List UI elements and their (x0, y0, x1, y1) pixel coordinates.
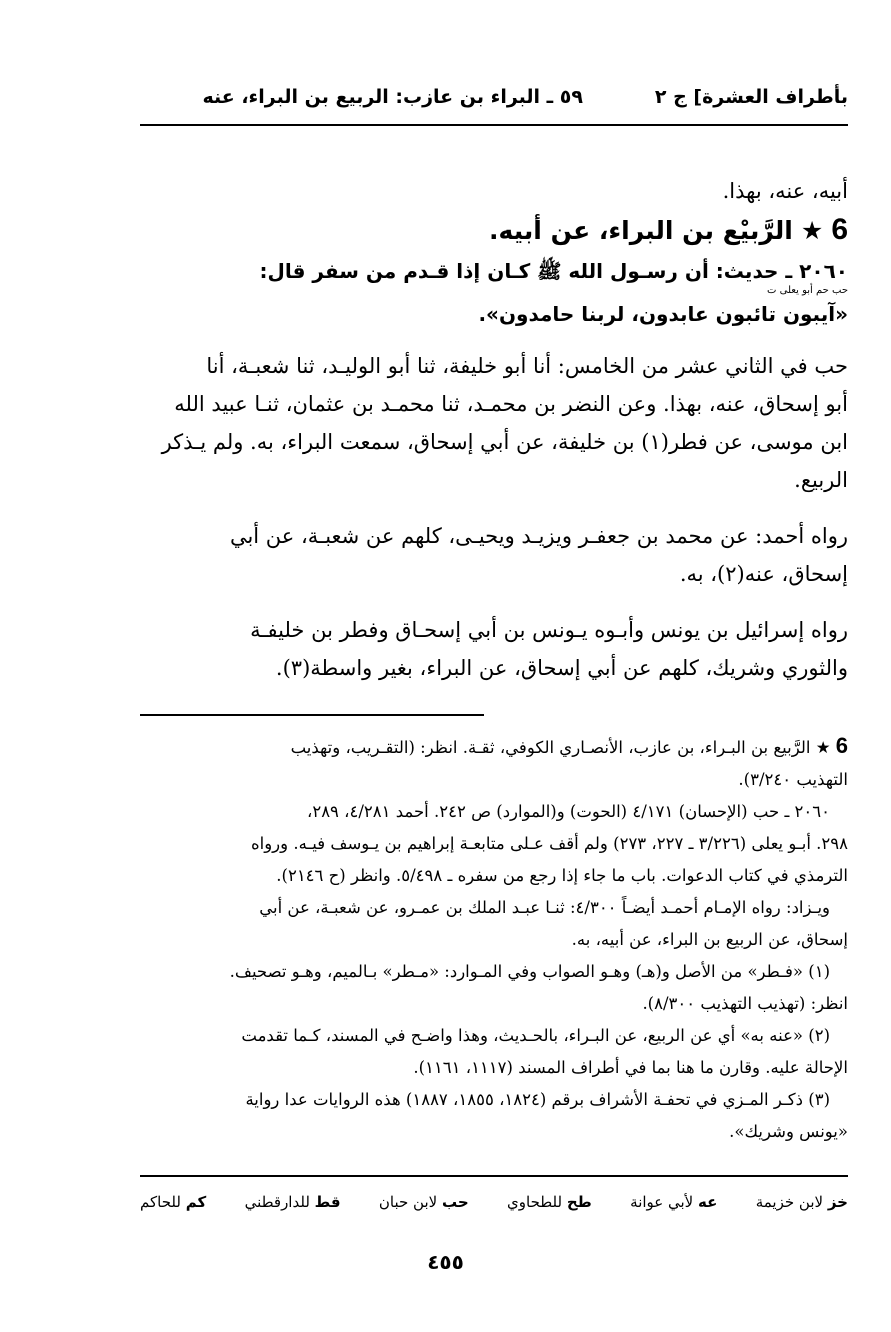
legend-code: حب (441, 1193, 469, 1211)
legend-item (140, 1193, 206, 1211)
text-line: رواه أحمد: عن محمد بن جعفـر ويزيـد ويحيـى، كلهم عن شعبـة، عن أبي (229, 524, 848, 548)
footnote-3: (٣) ذكـر المـزي في تحفـة الأشراف برقم (١٨٢٤، ١٨٥٥، ١٨٨٧) هذه الروايات عدا رواية (245, 1090, 830, 1109)
hadith-quote: «آيبون تائبون عابدون، لربنا حامدون». (478, 302, 848, 326)
footnotes (140, 730, 848, 1148)
footnote-1: (١) «فـطر» من الأصل و(هـ) وهـو الصواب وفي المـوارد: «مـطر» بـالميم، وهـو تصحيف. (229, 962, 830, 981)
legend-code: قط (314, 1193, 341, 1211)
text-line: ابن موسى، عن فطر(١) بن خليفة، عن أبي إسحاق، سمعت البراء، به. ولم يـذكر (161, 430, 848, 454)
running-header (140, 86, 848, 120)
legend-code: عه (698, 1193, 718, 1211)
footnote-line: «يونس وشريك». (729, 1122, 848, 1141)
text-line: الربيع. (794, 468, 848, 492)
footnote-entry-number: 6 (835, 733, 848, 758)
footnote-line: ويـزاد: رواه الإمـام أحمـد أيضـاً ٤/٣٠٠: ثنـا عبـد الملك بن عمـرو، عن شعبـة، عن أبي (259, 898, 830, 917)
text-line: إسحاق، عنه(٢)، به. (679, 562, 848, 586)
legend-label: للحاكم (140, 1193, 181, 1211)
star-icon: ★ (800, 216, 824, 245)
legend-label: لابن خزيمة (755, 1193, 824, 1211)
footnote-2: (٢) «عنه به» أي عن الربيع، عن البـراء، بالحـديث، وهذا واضـح في المسند، كـما تقدمت (241, 1026, 830, 1045)
legend-code: خز (827, 1193, 848, 1211)
text-line: حب في الثاني عشر من الخامس: أنا أبو خليفة، ثنا أبو الوليـد، ثنا شعبـة، أنا (206, 354, 848, 378)
footnote-separator (140, 714, 484, 716)
footnote-line: انظر: (تهذيب التهذيب ٨/٣٠٠). (642, 994, 848, 1013)
source-codes: حب حم أبو يعلى ت (767, 285, 848, 296)
paragraph-ahmad (140, 517, 848, 593)
text-line: رواه إسرائيل بن يونس وأبـوه يـونس بن أبي إسحـاق وفطر بن خليفـة (250, 618, 848, 642)
legend-item (756, 1193, 848, 1211)
legend-label: لأبي عوانة (630, 1193, 694, 1211)
footnote-line: إسحاق، عن الربيع بن البراء، عن أبيه، به. (571, 930, 848, 949)
abbreviation-legend (140, 1193, 848, 1211)
paragraph-ibn-hibban (140, 347, 848, 499)
paragraph-israil (140, 611, 848, 687)
legend-item (245, 1193, 341, 1211)
legend-rule (140, 1175, 848, 1177)
header-rule (140, 124, 848, 126)
entry-title: الرَّبيْع بن البراء، عن أبيه. (489, 216, 793, 245)
footnote-line: ٢٠٦٠ ـ حب (الإحسان) ٤/١٧١ (الحوت) و(الموارد) ص ٢٤٢. أحمد ٤/٢٨١، ٢٨٩، (307, 802, 830, 821)
entry-number: 6 (831, 213, 848, 246)
footnote-line: التهذيب ٣/٢٤٠). (738, 770, 848, 789)
legend-code: كم (185, 1193, 207, 1211)
text-line: أبو إسحاق، عنه، بهذا. وعن النضر بن محمـد، ثنا محمـد بن عثمان، ثنـا عبيد الله (174, 392, 848, 416)
header-book-title: بأطراف العشرة] ج ٢ (654, 86, 848, 108)
star-icon: ★ (815, 738, 831, 757)
legend-code: طح (566, 1193, 592, 1211)
legend-item (507, 1193, 592, 1211)
text-line: والثوري وشريك، كلهم عن أبي إسحاق، عن البراء، بغير واسطة(٣). (275, 656, 848, 680)
hadith-line: ٢٠٦٠ ـ حديث: أن رسـول الله ﷺ كـان إذا قـدم من سفر قال: (259, 259, 848, 283)
footnote-line: الترمذي في كتاب الدعوات. باب ما جاء إذا رجع من سفره ـ ٥/٤٩٨. وانظر (ح ٢١٤٦). (276, 866, 848, 885)
legend-item (379, 1193, 469, 1211)
footnote-text: الرَّبيع بن البـراء، بن عازب، الأنصـاري الكوفي، ثقـة. انظر: (التقـريب، وتهذيب (290, 738, 811, 757)
legend-label: للدارقطني (244, 1193, 310, 1211)
main-text (140, 172, 848, 705)
footnote-line: ٢٩٨. أبـو يعلى (٣/٢٢٦ ـ ٢٢٧، ٢٧٣) ولم أقف عـلى متابعـة إبراهيم بن يـوسف فيـه. ورواه (250, 834, 848, 853)
header-chapter-title: ٥٩ ـ البراء بن عازب: الربيع بن البراء، عنه (202, 86, 583, 108)
entry-heading (140, 210, 848, 251)
legend-label: للطحاوي (507, 1193, 563, 1211)
intro-line: أبيه، عنه، بهذا. (722, 179, 848, 203)
page-number: ٤٥٥ (427, 1250, 464, 1274)
legend-item (630, 1193, 717, 1211)
footnote-line: الإحالة عليه. وقارن ما هنا بما في أطراف المسند (١١١٧، ١١٦١). (413, 1058, 848, 1077)
footnote-entry-line (140, 730, 848, 764)
legend-label: لابن حبان (378, 1193, 438, 1211)
